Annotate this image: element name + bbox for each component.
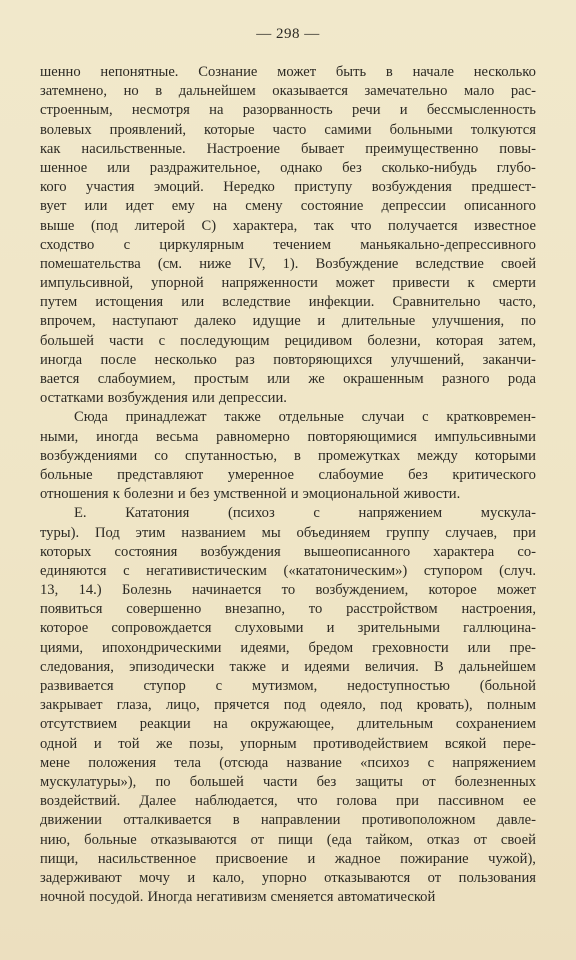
text-line: помешательства (см. ниже IV, 1). Возбуждение вследствие своей <box>40 255 536 272</box>
text-line: Е. Кататония (психоз с напряжением мускула- <box>74 505 536 522</box>
text-line: Сюда принадлежат также отдельные случаи с кратковремен- <box>74 409 536 426</box>
text-line: циями, ипохондрическими идеями, бредом греховности или пре- <box>40 639 536 656</box>
text-line: следования, эпизодически также и идеями величия. В дальнейшем <box>40 658 536 675</box>
text-line: кого участия эмоций. Нередко приступу возбуждения предшест- <box>40 179 536 196</box>
text-line: которых состояния возбуждения вышеописанного характера со- <box>40 543 536 560</box>
text-line: остатками возбуждения или депрессии. <box>40 390 287 407</box>
text-line: впрочем, наступают далеко идущие и длительные улучшения, по <box>40 313 536 330</box>
text-line: путем истощения или вследствие инфекции. Сравнительно часто, <box>40 294 536 311</box>
text-line: мене положения тела (отсюда название «психоз с напряжением <box>40 754 536 771</box>
text-line: ными, иногда весьма равномерно повторяющимися импульсивными <box>40 428 536 445</box>
text-line: больные представляют умеренное слабоумие без критического <box>40 466 536 483</box>
text-line: развивается ступор с мутизмом, недоступностью (больной <box>40 678 536 694</box>
text-line: импульсивной, упорной напряженности может привести к смерти <box>40 275 536 292</box>
text-line: отсутствием реакции на окружающее, длительным сохранением <box>40 716 536 733</box>
text-line: шенно непонятные. Сознание может быть в начале несколько <box>40 64 536 80</box>
text-line: появиться совершенно внезапно, то расстройством настроения, <box>40 601 536 618</box>
text-line: выше (под литерой С) характера, так что получается известное <box>40 217 536 234</box>
text-line: которое сопровождается слуховыми и зрительными галлюцина- <box>40 620 536 637</box>
text-line: возбуждениями со спутанностью, в промежутках между которыми <box>40 447 536 464</box>
text-line: воздействий. Далее наблюдается, что голова при пассивном ее <box>40 793 536 810</box>
text-line: вается слабоумием, простым или же окрашенным разного рода <box>40 371 536 387</box>
text-line: мускулатуры»), по большей части без защиты от болезненных <box>40 773 536 790</box>
text-line: шенное или раздражительное, однако без сколько-нибудь глубо- <box>40 159 536 176</box>
text-line: иногда после несколько раз повторяющихся улучшений, заканчи- <box>40 351 536 368</box>
text-line: вует или идет ему на смену состояние депрессии описанного <box>40 198 536 215</box>
text-line: пищи, насильственное присвоение и жадное пожирание чужой), <box>40 850 536 867</box>
text-line: движении отталкивается в направлении противоположном давле- <box>40 812 536 829</box>
text-line: отношения к болезни и без умственной и эмоциональной живости. <box>40 486 461 503</box>
text-line: строенным, несмотря на разорванность речи и бессмысленность <box>40 102 536 119</box>
text-line: одной и той же позы, упорным противодействием всякой пере- <box>40 735 536 752</box>
text-line: как насильственные. Настроение бывает преимущественно повы- <box>40 140 536 157</box>
page-number: — 298 — <box>256 26 320 42</box>
text-line: единяются с негативистическим («кататоническим») ступором (случ. <box>40 562 536 579</box>
text-line: задерживают мочу и кало, упорно отказываются от пользования <box>40 869 536 886</box>
text-line: сходство с циркулярным течением маньякально-депрессивного <box>40 236 536 253</box>
text-line: волевых проявлений, которые часто самими больными толкуются <box>40 121 536 138</box>
body-text <box>40 63 536 907</box>
text-line: большей части с последующим рецидивом болезни, которая затем, <box>40 332 536 349</box>
text-line: 13, 14.) Болезнь начинается то возбуждением, которое может <box>40 582 536 599</box>
text-line: туры). Под этим названием мы объединяем группу случаев, при <box>40 524 536 541</box>
text-line: затемнено, но в дальнейшем оказывается замечательно мало рас- <box>40 83 536 100</box>
text-line: нию, больные отказываются от пищи (еда тайком, отказ от своей <box>40 831 536 848</box>
text-line: ночной посудой. Иногда негативизм сменяется автоматической <box>40 889 436 906</box>
text-line: закрывает глаза, лицо, прячется под одеяло, под кровать), полным <box>40 697 536 714</box>
